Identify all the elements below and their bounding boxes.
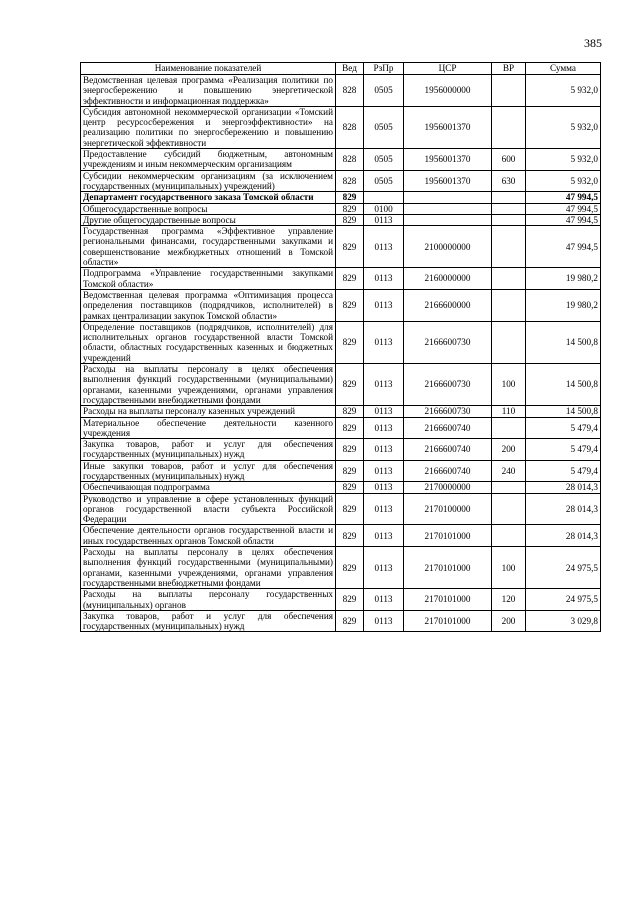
- row-rzpr-cell: 0113: [364, 610, 404, 632]
- row-vr-cell: [492, 417, 526, 439]
- row-name-cell: Обеспечивающая подпрограмма: [81, 482, 336, 493]
- row-ved-cell: 829: [336, 439, 364, 461]
- row-name-cell: Материальное обеспечение деятельности казенного учреждения: [81, 417, 336, 439]
- row-rzpr-cell: 0113: [364, 547, 404, 589]
- row-vr-cell: 110: [492, 406, 526, 417]
- row-csr-cell: 1956001370: [404, 106, 492, 148]
- row-rzpr-cell: 0100: [364, 203, 404, 214]
- row-rzpr-cell: 0113: [364, 289, 404, 321]
- row-ved-cell: 828: [336, 75, 364, 107]
- table-row: [81, 460, 601, 482]
- row-csr-cell: 2170101000: [404, 547, 492, 589]
- row-sum-cell: 28 014,3: [526, 493, 601, 525]
- row-csr-cell: 2166600740: [404, 439, 492, 461]
- row-sum-cell: 5 932,0: [526, 170, 601, 192]
- row-name-cell: Расходы на выплаты персоналу государственных (муниципальных) органов: [81, 589, 336, 611]
- row-rzpr-cell: 0113: [364, 226, 404, 268]
- row-rzpr-cell: 0113: [364, 460, 404, 482]
- row-sum-cell: 14 500,8: [526, 406, 601, 417]
- row-sum-cell: 14 500,8: [526, 321, 601, 363]
- table-row: [81, 226, 601, 268]
- table-row: [81, 482, 601, 493]
- row-name-cell: Расходы на выплаты персоналу в целях обеспечения выполнения функций государственными (муниципальными) органами, казенными учреждениями, органами управления государственными внебюджетными фондами: [81, 364, 336, 406]
- row-ved-cell: 829: [336, 364, 364, 406]
- row-ved-cell: 829: [336, 226, 364, 268]
- row-ved-cell: 829: [336, 460, 364, 482]
- row-vr-cell: [492, 321, 526, 363]
- row-csr-cell: 2166600740: [404, 460, 492, 482]
- row-vr-cell: 100: [492, 364, 526, 406]
- row-rzpr-cell: 0113: [364, 525, 404, 547]
- table-row: [81, 547, 601, 589]
- table-row: [81, 589, 601, 611]
- table-row: [81, 75, 601, 107]
- row-sum-cell: 24 975,5: [526, 547, 601, 589]
- row-ved-cell: 829: [336, 289, 364, 321]
- row-ved-cell: 829: [336, 321, 364, 363]
- row-csr-cell: 2170101000: [404, 589, 492, 611]
- row-name-cell: Расходы на выплаты персоналу в целях обеспечения выполнения функций государственными (муниципальными) органами, казенными учреждениями, органами управления государственными внебюджетными фондами: [81, 547, 336, 589]
- row-csr-cell: 2170101000: [404, 525, 492, 547]
- row-csr-cell: [404, 203, 492, 214]
- row-name-cell: Расходы на выплаты персоналу казенных учреждений: [81, 406, 336, 417]
- row-vr-cell: [492, 75, 526, 107]
- row-rzpr-cell: [364, 192, 404, 203]
- row-csr-cell: [404, 214, 492, 225]
- row-vr-cell: [492, 192, 526, 203]
- table-header-row: [81, 63, 601, 75]
- row-name-cell: Государственная программа «Эффективное управление региональными финансами, государственными закупками и совершенствование межбюджетных отношений в Томской области»: [81, 226, 336, 268]
- row-ved-cell: 828: [336, 170, 364, 192]
- row-rzpr-cell: 0113: [364, 589, 404, 611]
- row-sum-cell: 28 014,3: [526, 525, 601, 547]
- row-csr-cell: 2166600730: [404, 406, 492, 417]
- budget-table: [80, 62, 601, 632]
- row-ved-cell: 829: [336, 192, 364, 203]
- row-csr-cell: 2166600740: [404, 417, 492, 439]
- header-name: Наименование показателей: [81, 63, 336, 75]
- table-row: [81, 493, 601, 525]
- row-ved-cell: 829: [336, 493, 364, 525]
- row-rzpr-cell: 0505: [364, 170, 404, 192]
- row-sum-cell: 47 994,5: [526, 226, 601, 268]
- row-rzpr-cell: 0113: [364, 482, 404, 493]
- row-ved-cell: 829: [336, 589, 364, 611]
- row-csr-cell: 1956001370: [404, 149, 492, 171]
- row-sum-cell: 5 932,0: [526, 149, 601, 171]
- row-name-cell: Определение поставщиков (подрядчиков, исполнителей) для исполнительных органов государственной власти Томской области, областных государственных казенных и бюджетных учреждений: [81, 321, 336, 363]
- table-row: [81, 106, 601, 148]
- row-name-cell: Обеспечение деятельности органов государственной власти и иных государственных органов Томской области: [81, 525, 336, 547]
- row-rzpr-cell: 0505: [364, 75, 404, 107]
- row-vr-cell: [492, 525, 526, 547]
- row-name-cell: Общегосударственные вопросы: [81, 203, 336, 214]
- row-vr-cell: 120: [492, 589, 526, 611]
- row-vr-cell: [492, 493, 526, 525]
- row-rzpr-cell: 0113: [364, 268, 404, 290]
- row-csr-cell: [404, 192, 492, 203]
- row-name-cell: Иные закупки товаров, работ и услуг для обеспечения государственных (муниципальных) нужд: [81, 460, 336, 482]
- row-sum-cell: 47 994,5: [526, 192, 601, 203]
- row-vr-cell: [492, 482, 526, 493]
- header-rzpr: РзПр: [364, 63, 404, 75]
- row-name-cell: Закупка товаров, работ и услуг для обеспечения государственных (муниципальных) нужд: [81, 610, 336, 632]
- row-sum-cell: 3 029,8: [526, 610, 601, 632]
- header-csr: ЦСР: [404, 63, 492, 75]
- row-name-cell: Ведомственная целевая программа «Реализация политики по энергосбережению и повышению энергетической эффективности и информационная поддержка»: [81, 75, 336, 107]
- table-row: [81, 268, 601, 290]
- row-sum-cell: 28 014,3: [526, 482, 601, 493]
- row-csr-cell: 2166600730: [404, 364, 492, 406]
- table-row: [81, 525, 601, 547]
- row-vr-cell: [492, 203, 526, 214]
- row-csr-cell: 2100000000: [404, 226, 492, 268]
- table-body: [81, 75, 601, 632]
- row-rzpr-cell: 0113: [364, 493, 404, 525]
- row-vr-cell: 240: [492, 460, 526, 482]
- row-csr-cell: 2160000000: [404, 268, 492, 290]
- row-name-cell: Руководство и управление в сфере установленных функций органов государственной власти субъекта Российской Федерации: [81, 493, 336, 525]
- row-vr-cell: [492, 226, 526, 268]
- row-ved-cell: 829: [336, 214, 364, 225]
- row-sum-cell: 5 479,4: [526, 460, 601, 482]
- row-rzpr-cell: 0505: [364, 149, 404, 171]
- row-rzpr-cell: 0113: [364, 214, 404, 225]
- row-name-cell: Ведомственная целевая программа «Оптимизация процесса определения поставщиков (подрядчиков, исполнителей) в рамках централизации закупок Томской области»: [81, 289, 336, 321]
- row-rzpr-cell: 0505: [364, 106, 404, 148]
- row-csr-cell: 1956000000: [404, 75, 492, 107]
- row-vr-cell: [492, 289, 526, 321]
- table-row: [81, 610, 601, 632]
- row-vr-cell: 200: [492, 439, 526, 461]
- row-vr-cell: 100: [492, 547, 526, 589]
- table-row: [81, 364, 601, 406]
- row-ved-cell: 829: [336, 610, 364, 632]
- row-name-cell: Предоставление субсидий бюджетным, автономным учреждениям и иным некоммерческим организациям: [81, 149, 336, 171]
- row-sum-cell: 47 994,5: [526, 203, 601, 214]
- row-csr-cell: 2170000000: [404, 482, 492, 493]
- row-ved-cell: 828: [336, 106, 364, 148]
- table-row: [81, 406, 601, 417]
- header-sum: Сумма: [526, 63, 601, 75]
- row-sum-cell: 47 994,5: [526, 214, 601, 225]
- row-rzpr-cell: 0113: [364, 417, 404, 439]
- row-ved-cell: 829: [336, 525, 364, 547]
- row-ved-cell: 829: [336, 482, 364, 493]
- table-row: [81, 439, 601, 461]
- row-name-cell: Закупка товаров, работ и услуг для обеспечения государственных (муниципальных) нужд: [81, 439, 336, 461]
- row-vr-cell: [492, 268, 526, 290]
- row-vr-cell: 630: [492, 170, 526, 192]
- table-row: [81, 170, 601, 192]
- row-csr-cell: 2166600730: [404, 321, 492, 363]
- row-rzpr-cell: 0113: [364, 321, 404, 363]
- table-row: [81, 203, 601, 214]
- row-sum-cell: 24 975,5: [526, 589, 601, 611]
- row-name-cell: Субсидии некоммерческим организациям (за исключением государственных (муниципальных) учреждений): [81, 170, 336, 192]
- row-sum-cell: 5 479,4: [526, 439, 601, 461]
- row-sum-cell: 19 980,2: [526, 268, 601, 290]
- row-ved-cell: 829: [336, 406, 364, 417]
- row-sum-cell: 5 932,0: [526, 75, 601, 107]
- row-sum-cell: 5 479,4: [526, 417, 601, 439]
- table-row: [81, 321, 601, 363]
- row-vr-cell: 600: [492, 149, 526, 171]
- row-vr-cell: [492, 214, 526, 225]
- row-name-cell: Департамент государственного заказа Томской области: [81, 192, 336, 203]
- row-rzpr-cell: 0113: [364, 406, 404, 417]
- row-ved-cell: 829: [336, 417, 364, 439]
- row-sum-cell: 5 932,0: [526, 106, 601, 148]
- row-name-cell: Другие общегосударственные вопросы: [81, 214, 336, 225]
- row-name-cell: Субсидия автономной некоммерческой организации «Томский центр ресурсосбережения и энергоэффективности» на реализацию политики по энергосбережению и повышению энергетической эффективности: [81, 106, 336, 148]
- page-number: 385: [584, 36, 602, 50]
- row-sum-cell: 14 500,8: [526, 364, 601, 406]
- row-ved-cell: 829: [336, 547, 364, 589]
- row-ved-cell: 829: [336, 203, 364, 214]
- row-rzpr-cell: 0113: [364, 364, 404, 406]
- row-ved-cell: 828: [336, 149, 364, 171]
- table-row: [81, 149, 601, 171]
- row-ved-cell: 829: [336, 268, 364, 290]
- row-rzpr-cell: 0113: [364, 439, 404, 461]
- row-sum-cell: 19 980,2: [526, 289, 601, 321]
- header-ved: Вед: [336, 63, 364, 75]
- row-vr-cell: [492, 106, 526, 148]
- row-csr-cell: 2170100000: [404, 493, 492, 525]
- row-csr-cell: 1956001370: [404, 170, 492, 192]
- table-row: [81, 192, 601, 203]
- table-row: [81, 289, 601, 321]
- row-csr-cell: 2170101000: [404, 610, 492, 632]
- table-row: [81, 214, 601, 225]
- row-name-cell: Подпрограмма «Управление государственными закупками Томской области»: [81, 268, 336, 290]
- header-vr: ВР: [492, 63, 526, 75]
- row-vr-cell: 200: [492, 610, 526, 632]
- table-row: [81, 417, 601, 439]
- row-csr-cell: 2166600000: [404, 289, 492, 321]
